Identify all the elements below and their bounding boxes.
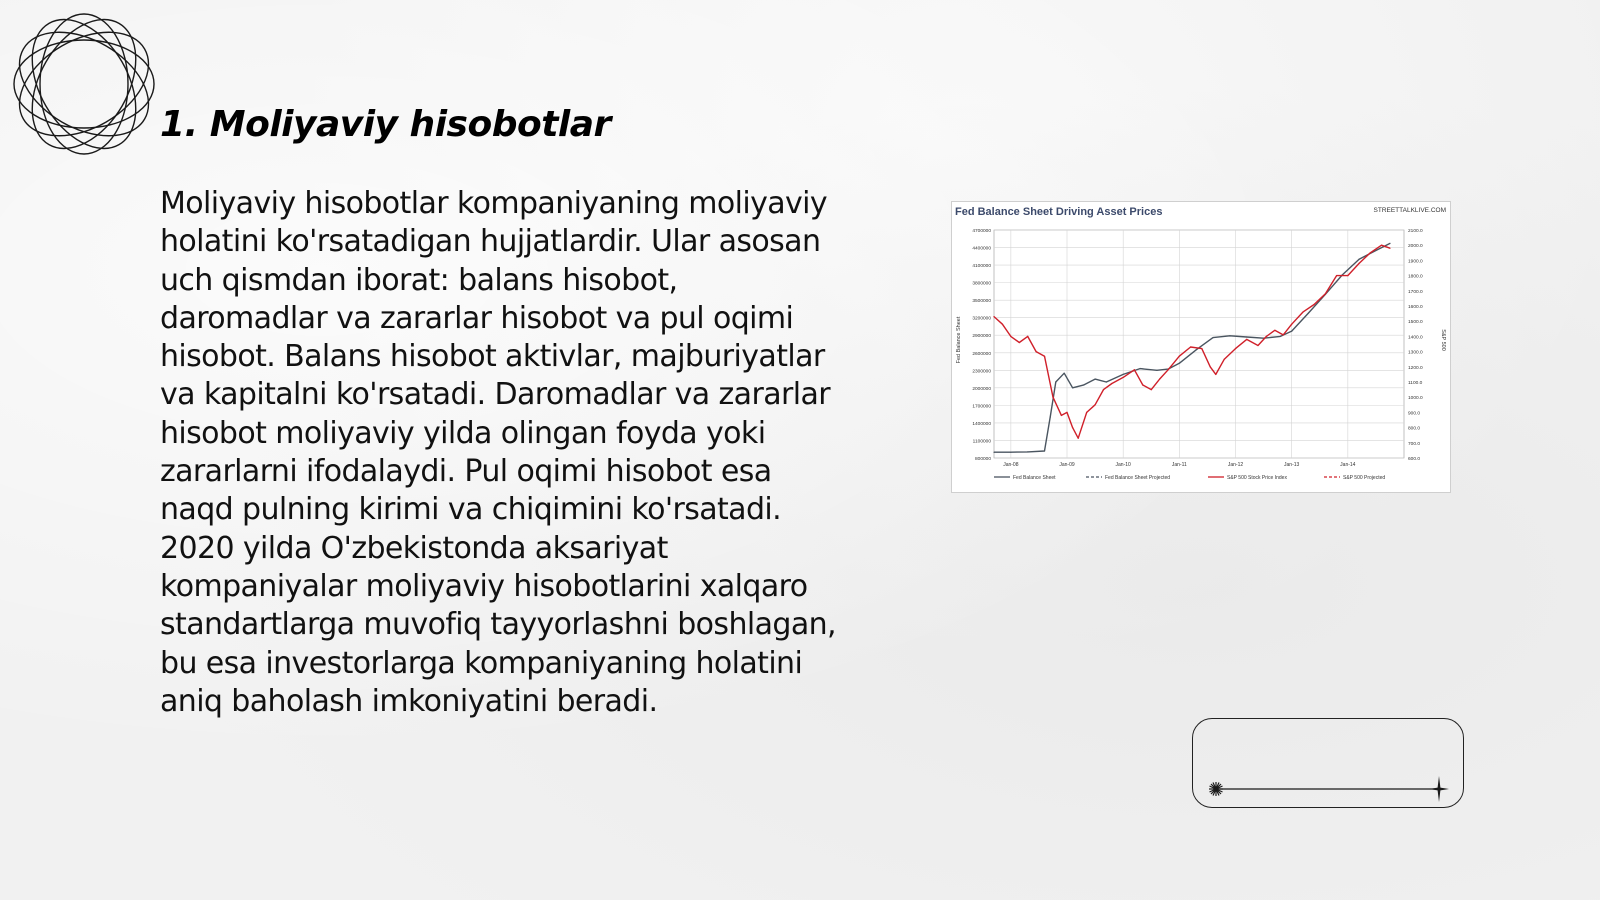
data-point	[1381, 245, 1382, 246]
chart-image	[951, 201, 1451, 493]
data-point	[1325, 293, 1326, 294]
data-point	[1210, 366, 1211, 367]
data-point	[1201, 348, 1202, 349]
data-point	[1027, 336, 1028, 337]
data-point	[1389, 243, 1390, 244]
y-right-tick-label: 1300.0	[1408, 350, 1423, 356]
decorative-box	[1192, 718, 1464, 808]
data-point	[1389, 248, 1390, 249]
y-right-tick-label: 2000.0	[1408, 244, 1423, 250]
data-point	[993, 316, 994, 317]
x-tick-label: Jan-10	[1115, 462, 1131, 468]
data-point	[1044, 356, 1045, 357]
data-point	[1291, 324, 1292, 325]
legend-label: Fed Balance Sheet Projected	[1105, 475, 1171, 481]
data-point	[1078, 438, 1079, 439]
data-point	[1308, 312, 1309, 313]
y-right-tick-label: 1200.0	[1408, 365, 1423, 371]
y-right-tick-label: 1600.0	[1408, 305, 1423, 310]
y-right-tick-label: 1000.0	[1408, 396, 1423, 402]
data-point	[1336, 275, 1337, 276]
y-left-tick-label: 2600000	[972, 351, 991, 357]
data-point	[1246, 336, 1247, 337]
data-point	[1010, 452, 1011, 453]
data-point	[1123, 374, 1124, 375]
x-tick-label: Jan-13	[1284, 462, 1300, 468]
data-point	[1055, 381, 1056, 382]
data-point	[1036, 351, 1037, 352]
y-left-tick-label: 4100000	[972, 264, 991, 270]
data-point	[1103, 389, 1104, 390]
data-point	[1257, 345, 1258, 346]
data-point	[1066, 412, 1067, 413]
data-point	[1196, 349, 1197, 350]
x-tick-label: Jan-09	[1059, 462, 1075, 468]
data-point	[1083, 384, 1084, 385]
y-left-tick-label: 4700000	[972, 229, 991, 234]
x-tick-label: Jan-14	[1340, 462, 1356, 468]
data-point	[1139, 368, 1140, 369]
y-right-tick-label: 1400.0	[1408, 335, 1423, 341]
y-right-tick-label: 800.0	[1408, 426, 1421, 432]
data-point	[1111, 383, 1112, 384]
y-right-tick-label: 1700.0	[1408, 289, 1423, 295]
y-left-tick-label: 3200000	[972, 316, 991, 322]
data-point	[1052, 397, 1053, 398]
data-point	[1359, 263, 1360, 264]
y-right-tick-label: 1900.0	[1408, 259, 1423, 265]
data-point	[1359, 259, 1360, 260]
data-point	[1235, 348, 1236, 349]
orb-ring	[14, 40, 154, 128]
chart-ylabel-right: S&P 500	[1440, 329, 1446, 351]
circle-knot-icon	[10, 10, 158, 158]
orb-ring	[10, 11, 158, 157]
chart-source: STREETTALKLIVE.COM	[1373, 207, 1446, 214]
y-left-tick-label: 1700000	[972, 404, 991, 410]
star-icon	[1429, 776, 1449, 802]
y-right-tick-label: 1500.0	[1408, 320, 1423, 326]
data-point	[1274, 330, 1275, 331]
data-point	[1064, 373, 1065, 374]
data-point	[1229, 335, 1230, 336]
y-left-tick-label: 1100000	[972, 439, 991, 445]
legend-label: S&P 500 Projected	[1343, 475, 1386, 481]
data-point	[1266, 336, 1267, 337]
y-left-tick-label: 3500000	[972, 299, 991, 305]
data-point	[1347, 275, 1348, 276]
orb-ring	[10, 11, 158, 157]
data-point	[1291, 331, 1292, 332]
data-point	[1050, 417, 1051, 418]
legend-label: S&P 500 Stock Price Index	[1227, 475, 1287, 481]
y-right-tick-label: 700.0	[1408, 441, 1421, 447]
data-point	[1370, 252, 1371, 253]
data-point	[1095, 404, 1096, 405]
sparkle-icon	[1209, 782, 1223, 796]
line-chart	[952, 202, 1450, 492]
data-point	[1151, 389, 1152, 390]
data-point	[1179, 363, 1180, 364]
slide-title: 1. Moliyaviy hisobotlar	[160, 104, 611, 145]
data-point	[1002, 324, 1003, 325]
orb-ring	[11, 10, 157, 158]
data-point	[1123, 377, 1124, 378]
data-point	[1314, 304, 1315, 305]
chart-ylabel-left: Fed Balance Sheet	[956, 316, 962, 364]
data-point	[1072, 387, 1073, 388]
plot-area	[994, 230, 1404, 458]
data-point	[1010, 336, 1011, 337]
data-point	[1061, 415, 1062, 416]
data-point	[1283, 334, 1284, 335]
data-point	[1019, 342, 1020, 343]
x-tick-label: Jan-11	[1171, 462, 1187, 468]
x-tick-label: Jan-12	[1227, 462, 1244, 468]
data-point	[1142, 384, 1143, 385]
y-left-tick-label: 4400000	[972, 246, 991, 252]
data-point	[1027, 451, 1028, 452]
y-right-tick-label: 2100.0	[1408, 229, 1423, 234]
y-left-tick-label: 2000000	[972, 386, 991, 392]
data-point	[1134, 369, 1135, 370]
data-point	[1179, 356, 1180, 357]
y-right-tick-label: 1800.0	[1408, 274, 1423, 280]
data-point	[1302, 312, 1303, 313]
y-left-tick-label: 3800000	[972, 281, 991, 287]
y-left-tick-label: 2300000	[972, 369, 991, 375]
y-right-tick-label: 900.0	[1408, 411, 1421, 417]
slide-paragraph: Moliyaviy hisobotlar kompaniyaning moliyaviy holatini ko'rsatadigan hujjatlardir. Ular asosan uch qismdan iborat: balans hisobot, daromadlar va zararlar hisobot va pul oqimi hisobot. Balans hisobot aktivlar, majburiyatlar va kapitalni ko'rsatadi. Daromadlar va zararlar hisobot moliyaviy yilda olingan foyda yoki zararlarni ifodalaydi. Pul oqimi hisobot esa naqd pulning kirimi va chiqimini ko'rsatadi. 2020 yilda O'zbekistonda aksariyat kompaniyalar moliyaviy hisobotlarini xalqaro standartlarga muvofiq tayyorlashni boshlagan, bu esa investorlarga kompaniyaning holatini aniq baholash imkoniyatini beradi.	[160, 186, 836, 719]
orb-ring	[40, 14, 128, 154]
data-point	[993, 452, 994, 453]
data-point	[1224, 359, 1225, 360]
y-left-tick-label: 800000	[974, 457, 991, 462]
x-tick-label: Jan-08	[1003, 462, 1019, 468]
data-point	[1215, 374, 1216, 375]
data-point	[1095, 379, 1096, 380]
orb-ring	[11, 10, 157, 158]
data-point	[1106, 381, 1107, 382]
legend-label: Fed Balance Sheet	[1013, 475, 1056, 481]
data-point	[1190, 346, 1191, 347]
data-point	[1086, 412, 1087, 413]
y-right-tick-label: 600.0	[1408, 457, 1421, 462]
data-point	[1072, 427, 1073, 428]
data-point	[1246, 339, 1247, 340]
data-point	[1212, 337, 1213, 338]
y-right-tick-label: 1100.0	[1408, 381, 1423, 386]
data-point	[1156, 370, 1157, 371]
data-point	[1168, 369, 1169, 370]
y-left-tick-label: 2900000	[972, 334, 991, 340]
chart-title: Fed Balance Sheet Driving Asset Prices	[955, 206, 1163, 218]
data-point	[1280, 336, 1281, 337]
data-point	[1044, 450, 1045, 451]
data-point	[1159, 378, 1160, 379]
y-left-tick-label: 1400000	[972, 421, 991, 427]
